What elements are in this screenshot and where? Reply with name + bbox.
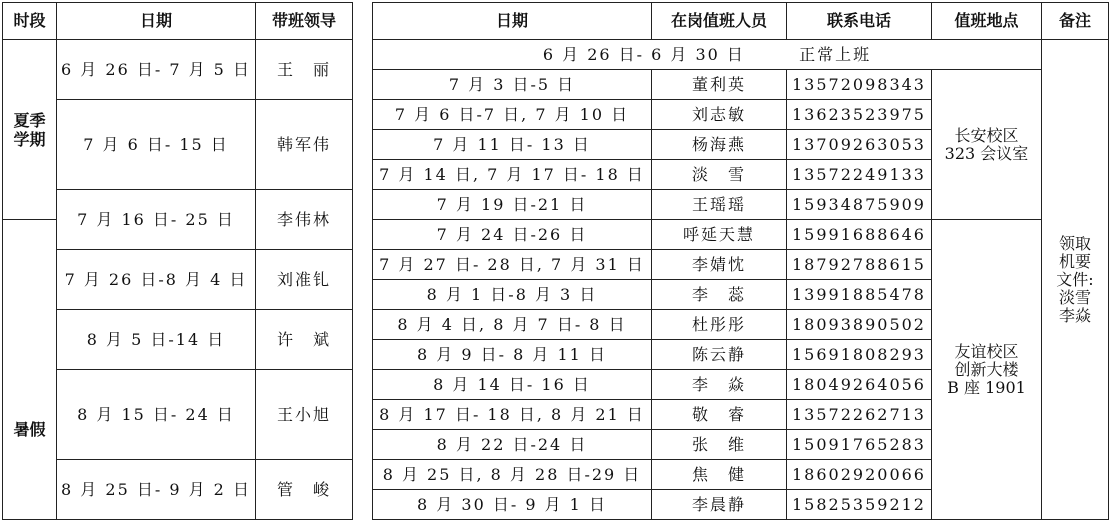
staff-cell: 李婧忱 [652, 250, 787, 280]
leader-cell: 管 峻 [256, 460, 353, 520]
phone-cell: 15091765283 [787, 430, 932, 460]
date-cell: 8 月 30 日- 9 月 1 日 [373, 490, 652, 520]
date-cell: 7 月 19 日-21 日 [373, 190, 652, 220]
duty-schedule-table [372, 2, 1109, 520]
phone-cell: 18602920066 [787, 460, 932, 490]
leader-cell: 韩军伟 [256, 100, 353, 190]
header-phone: 联系电话 [787, 3, 932, 40]
date-cell: 6 月 26 日- 7 月 5 日 [57, 40, 256, 100]
staff-cell: 呼延天慧 [652, 220, 787, 250]
date-cell: 8 月 17 日- 18 日, 8 月 21 日 [373, 400, 652, 430]
phone-cell: 18792788615 [787, 250, 932, 280]
table-row [373, 220, 1109, 250]
staff-cell: 敬 睿 [652, 400, 787, 430]
staff-cell: 刘志敏 [652, 100, 787, 130]
phone-cell: 13709263053 [787, 130, 932, 160]
leader-cell: 李伟林 [256, 190, 353, 250]
header-date: 日期 [373, 3, 652, 40]
staff-cell: 董利英 [652, 70, 787, 100]
leader-cell: 刘准钆 [256, 250, 353, 310]
leader-cell: 王 丽 [256, 40, 353, 100]
phone-cell: 13572098343 [787, 70, 932, 100]
location-changan [932, 70, 1042, 220]
leader-cell: 王小旭 [256, 370, 353, 460]
date-cell: 7 月 27 日- 28 日, 7 月 31 日 [373, 250, 652, 280]
staff-cell: 张 维 [652, 430, 787, 460]
date-cell: 8 月 9 日- 8 月 11 日 [373, 340, 652, 370]
staff-cell: 陈云静 [652, 340, 787, 370]
table-header-row [373, 3, 1109, 40]
date-cell: 7 月 3 日-5 日 [373, 70, 652, 100]
table-row [373, 70, 1109, 100]
date-cell: 8 月 25 日, 8 月 28 日-29 日 [373, 460, 652, 490]
table-row-normal [373, 40, 1109, 70]
location-line: 长安校区 [954, 125, 1019, 145]
date-cell: 8 月 5 日-14 日 [57, 310, 256, 370]
date-cell: 7 月 26 日-8 月 4 日 [57, 250, 256, 310]
header-leader: 带班领导 [256, 3, 353, 40]
location-youyi [932, 220, 1042, 520]
table-row [3, 40, 353, 100]
note-text: 领取机要文件:淡雪李焱 [1056, 233, 1094, 325]
header-note: 备注 [1042, 3, 1109, 40]
phone-cell: 15825359212 [787, 490, 932, 520]
phone-cell: 13572249133 [787, 160, 932, 190]
location-line: 323 会议室 [944, 143, 1029, 163]
date-cell: 8 月 4 日, 8 月 7 日- 8 日 [373, 310, 652, 340]
date-cell: 7 月 6 日- 15 日 [57, 100, 256, 190]
header-period: 时段 [3, 3, 57, 40]
phone-cell: 13623523975 [787, 100, 932, 130]
staff-cell: 李 蕊 [652, 280, 787, 310]
header-staff: 在岗值班人员 [652, 3, 787, 40]
note-cell [1042, 40, 1109, 520]
date-cell: 7 月 14 日, 7 月 17 日- 18 日 [373, 160, 652, 190]
date-cell: 7 月 24 日-26 日 [373, 220, 652, 250]
date-cell: 7 月 11 日- 13 日 [373, 130, 652, 160]
leader-cell: 许 斌 [256, 310, 353, 370]
location-line: B 座 1901 [947, 377, 1026, 397]
staff-cell: 杜彤彤 [652, 310, 787, 340]
location-line: 创新大楼 [954, 359, 1019, 379]
phone-cell: 15991688646 [787, 220, 932, 250]
header-date: 日期 [57, 3, 256, 40]
date-cell: 8 月 14 日- 16 日 [373, 370, 652, 400]
date-cell: 8 月 1 日-8 月 3 日 [373, 280, 652, 310]
phone-cell: 18093890502 [787, 310, 932, 340]
leader-schedule-table [2, 2, 353, 520]
period-summer-term [3, 40, 57, 220]
phone-cell: 18049264056 [787, 370, 932, 400]
phone-cell: 13991885478 [787, 280, 932, 310]
phone-cell: 15934875909 [787, 190, 932, 220]
staff-cell: 焦 健 [652, 460, 787, 490]
staff-cell: 李晨静 [652, 490, 787, 520]
staff-cell: 王瑶瑶 [652, 190, 787, 220]
normal-work-date: 6 月 26 日- 6 月 30 日 [542, 44, 745, 64]
date-cell: 7 月 6 日-7 日, 7 月 10 日 [373, 100, 652, 130]
date-cell: 8 月 22 日-24 日 [373, 430, 652, 460]
header-location: 值班地点 [932, 3, 1042, 40]
normal-work-cell [373, 40, 1042, 70]
normal-work-text: 正常上班 [799, 44, 872, 64]
date-cell: 8 月 25 日- 9 月 2 日 [57, 460, 256, 520]
phone-cell: 13572262713 [787, 400, 932, 430]
location-line: 友谊校区 [954, 341, 1019, 361]
date-cell: 7 月 16 日- 25 日 [57, 190, 256, 250]
staff-cell: 李 焱 [652, 370, 787, 400]
period-summer-break: 暑假 [3, 220, 57, 520]
period-label: 夏季学期 [13, 110, 46, 149]
date-cell: 8 月 15 日- 24 日 [57, 370, 256, 460]
table-header-row [3, 3, 353, 40]
staff-cell: 杨海燕 [652, 130, 787, 160]
staff-cell: 淡 雪 [652, 160, 787, 190]
phone-cell: 15691808293 [787, 340, 932, 370]
